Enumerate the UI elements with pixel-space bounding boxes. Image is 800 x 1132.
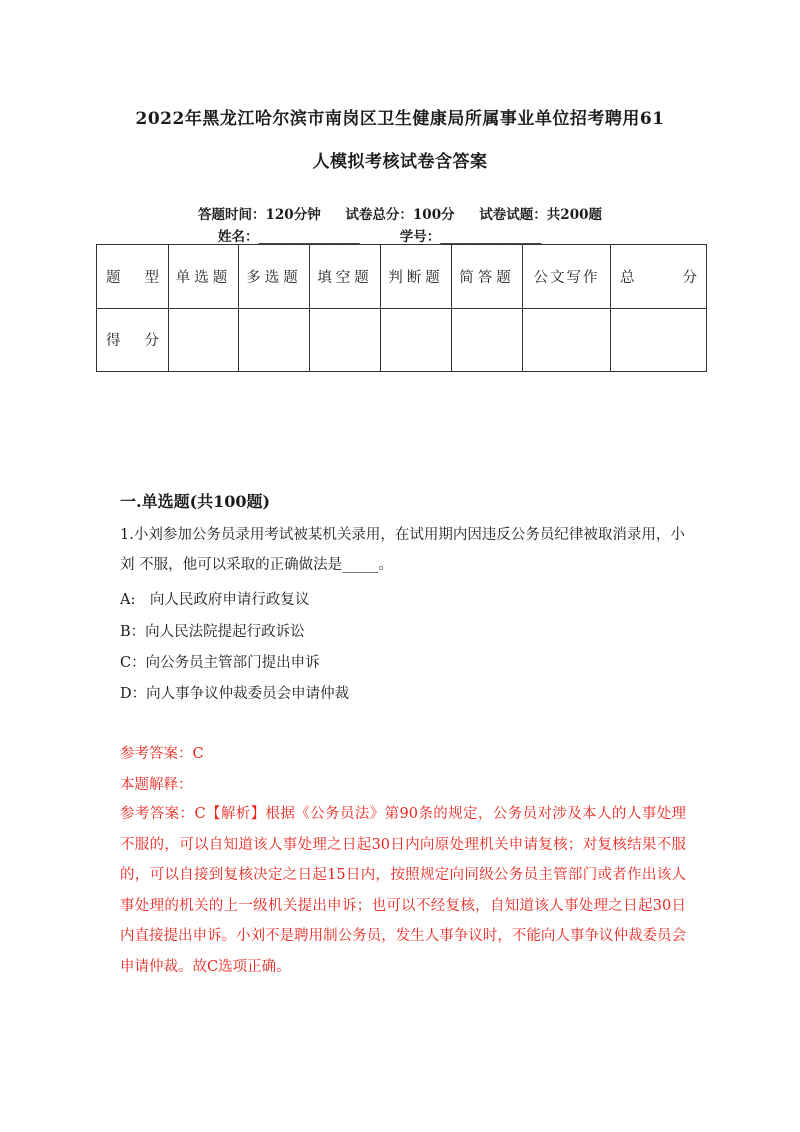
option-b: B：向人民法院提起行政诉讼 xyxy=(120,624,305,640)
exam-time: 答题时间：120分钟 xyxy=(198,207,321,223)
total-score: 试卷总分：100分 xyxy=(345,207,455,223)
score-input-cell[interactable] xyxy=(523,308,611,372)
explanation-label: 本题解释： xyxy=(120,777,193,793)
score-input-cell[interactable] xyxy=(310,308,381,372)
score-table-cell: 公文写作 xyxy=(523,245,611,309)
explanation-text: 参考答案：C【解析】根据《公务员法》第90条的规定，公务员对涉及本人的人事处理不服的，可以自知道该人事处理之日起30日内向原处理机关申请复核；对复核结果不服的，可以自接到复核决定之日起15日内，按照规定向同级公务员主管部门或者作出该人事处理的机关的上一级机关提出申诉；也可以不经复核，自知道该人事处理之日起30日内直接提出申诉。小刘不是聘用制公务员，发生人事争议时，不能向人事争议仲裁委员会申请仲裁。故C选项正确。 xyxy=(120,806,686,975)
score-input-cell[interactable] xyxy=(169,308,239,372)
score-table-cell: 简答题 xyxy=(452,245,523,309)
score-table-cell: 填空题 xyxy=(310,245,381,309)
option-c: C：向公务员主管部门提出申诉 xyxy=(120,655,320,671)
score-table-cell: 判断题 xyxy=(381,245,452,309)
score-table-cell: 题 型 xyxy=(97,245,169,309)
score-table-score-row xyxy=(97,308,707,372)
student-info-row xyxy=(218,225,542,245)
document-title-line1: 2022年黑龙江哈尔滨市南岗区卫生健康局所属事业单位招考聘用61 xyxy=(135,109,665,129)
exam-info-row xyxy=(0,203,800,223)
reference-answer: 参考答案：C xyxy=(120,746,204,762)
score-table-cell: 多选题 xyxy=(239,245,310,309)
score-table-header-row xyxy=(97,245,707,309)
score-input-cell[interactable] xyxy=(611,308,707,372)
option-d: D：向人事争议仲裁委员会申请仲裁 xyxy=(120,686,350,702)
score-input-cell[interactable] xyxy=(381,308,452,372)
score-table-cell: 单选题 xyxy=(169,245,239,309)
score-table-cell: 总 分 xyxy=(611,245,707,309)
name-field-label: 姓名：_______________ xyxy=(218,229,360,245)
score-input-cell[interactable] xyxy=(239,308,310,372)
student-id-field-label: 学号：_______________ xyxy=(399,229,542,245)
document-title-line2: 人模拟考核试卷含答案 xyxy=(312,152,488,172)
option-a: A: 向人民政府申请行政复议 xyxy=(120,592,310,608)
section-title: 一.单选题(共100题) xyxy=(120,492,271,511)
score-table xyxy=(96,244,707,372)
question-stem: 1.小刘参加公务员录用考试被某机关录用，在试用期内因违反公务员纪律被取消录用，小刘 不服，他可以采取的正确做法是_____。 xyxy=(120,527,685,573)
score-table-cell: 得 分 xyxy=(97,308,169,372)
total-questions: 试卷试题：共200题 xyxy=(479,207,602,223)
score-input-cell[interactable] xyxy=(452,308,523,372)
